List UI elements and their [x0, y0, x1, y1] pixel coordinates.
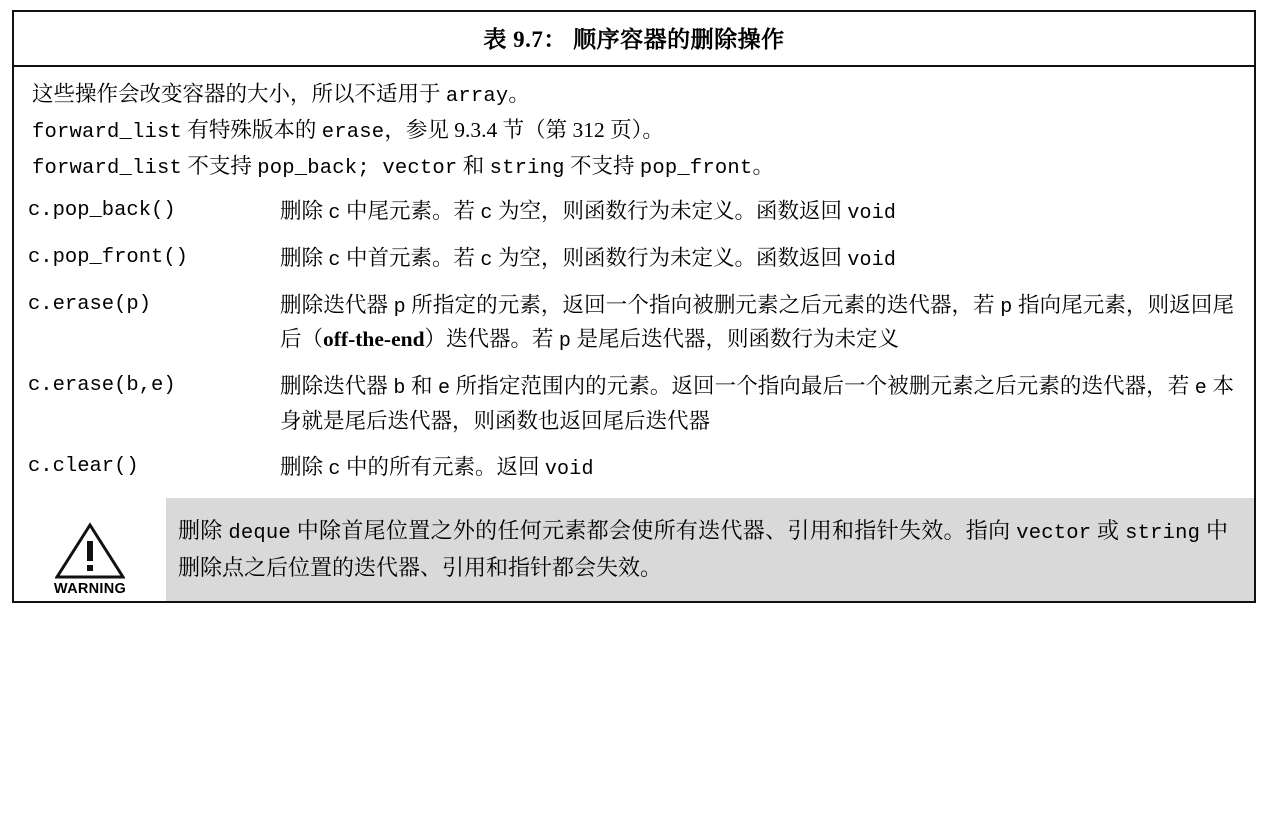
code-span: forward_list — [32, 157, 183, 181]
operation-name: c.pop_front() — [28, 245, 188, 269]
operation-description — [280, 195, 1240, 229]
text-span: 中首元素。若 — [340, 245, 481, 270]
code-span: c — [328, 201, 341, 225]
operation-description — [280, 289, 1240, 357]
table-row — [28, 242, 1240, 276]
text-span: 删除 — [178, 518, 229, 544]
text-span: 删除 — [280, 245, 329, 270]
code-span: pop_back — [257, 157, 358, 181]
code-span: string — [1125, 522, 1201, 546]
code-span: e — [438, 377, 451, 401]
text-span: off-the-end — [323, 327, 425, 352]
table-row — [28, 451, 1240, 485]
table-row — [28, 195, 1240, 229]
text-span: 这些操作会改变容器的大小，所以不适用于 — [32, 82, 446, 106]
text-span: 删除迭代器 — [280, 374, 394, 399]
code-span: void — [847, 201, 897, 225]
text-span: 或 — [1091, 518, 1126, 544]
table-notes — [28, 77, 1240, 186]
code-span: p — [393, 295, 406, 319]
code-span: vector — [1016, 522, 1092, 546]
text-span: 是尾后迭代器，则函数行为未定义 — [571, 327, 900, 352]
code-span: c — [480, 248, 493, 272]
operation-name: c.erase(b,e) — [28, 374, 176, 398]
code-span: void — [544, 458, 594, 482]
code-span: erase — [321, 121, 385, 145]
text-span: ）迭代器。若 — [424, 327, 559, 352]
text-span: 删除迭代器 — [280, 292, 394, 317]
text-span: 和 — [457, 154, 490, 179]
text-span: 所指定的元素，返回一个指向被删元素之后元素的迭代器，若 — [405, 292, 1001, 317]
operation-description — [280, 242, 1240, 276]
code-span: array — [445, 85, 509, 108]
code-span: c — [480, 201, 493, 225]
text-span: 删除 — [280, 455, 329, 480]
code-span: void — [847, 248, 897, 272]
operation-name: c.pop_back() — [28, 198, 176, 222]
text-span: 为空，则函数行为未定义。函数返回 — [492, 245, 848, 270]
code-span: p — [1000, 295, 1013, 319]
text-span: 不支持 — [564, 154, 640, 179]
table-body — [14, 67, 1254, 485]
text-span: 。 — [508, 82, 530, 106]
operation-rows — [28, 195, 1240, 486]
text-span: 中的所有元素。返回 — [340, 455, 545, 480]
table-row — [28, 370, 1240, 438]
code-span: e — [1194, 377, 1207, 401]
code-span: b — [393, 377, 406, 401]
note-line — [28, 149, 1240, 185]
text-span: 中除首尾位置之外的任何元素都会使所有迭代器、引用和指针失效。指向 — [290, 518, 1017, 544]
text-span: ，参见 9.3.4 节（第 312 页）。 — [384, 118, 664, 143]
table-caption: 表 9.7： 顺序容器的删除操作 — [14, 12, 1254, 67]
text-span: 不支持 — [182, 154, 258, 179]
text-span: 。 — [752, 154, 774, 179]
text-span: 本身就是尾后迭代器，则函数也返回尾后迭代器 — [280, 374, 1234, 433]
warning-label: WARNING — [53, 581, 127, 598]
warning-callout — [14, 498, 1254, 601]
text-span: 中尾元素。若 — [340, 198, 481, 223]
text-span: 指向尾元素，则返回尾后（ — [280, 292, 1234, 352]
operation-name: c.erase(p) — [28, 292, 152, 316]
code-span: ; — [357, 157, 383, 181]
code-span: c — [328, 458, 341, 482]
code-span: vector — [382, 157, 458, 181]
code-span: c — [328, 248, 341, 272]
text-span: 所指定范围内的元素。返回一个指向最后一个被删元素之后元素的迭代器，若 — [450, 374, 1195, 399]
code-span: pop_front — [639, 157, 753, 181]
warning-triangle-icon — [55, 522, 125, 580]
table-9-7 — [12, 10, 1256, 603]
code-span: deque — [228, 522, 291, 546]
code-span: string — [489, 157, 565, 181]
warning-text — [166, 498, 1254, 601]
text-span: 中删除点之后位置的迭代器、引用和指针都会失效。 — [178, 518, 1228, 580]
table-row — [28, 289, 1240, 357]
warning-icon-cell — [14, 498, 166, 601]
text-span: 有特殊版本的 — [182, 118, 322, 143]
text-span: 为空，则函数行为未定义。函数返回 — [492, 198, 848, 223]
text-span: 删除 — [280, 198, 329, 223]
note-line — [28, 113, 1240, 149]
operation-description — [280, 370, 1240, 438]
note-line — [28, 77, 1240, 113]
operation-description — [280, 451, 1240, 485]
code-span: p — [558, 330, 572, 354]
operation-name: c.clear() — [28, 455, 139, 479]
code-span: forward_list — [32, 121, 183, 145]
text-span: 和 — [405, 374, 439, 399]
